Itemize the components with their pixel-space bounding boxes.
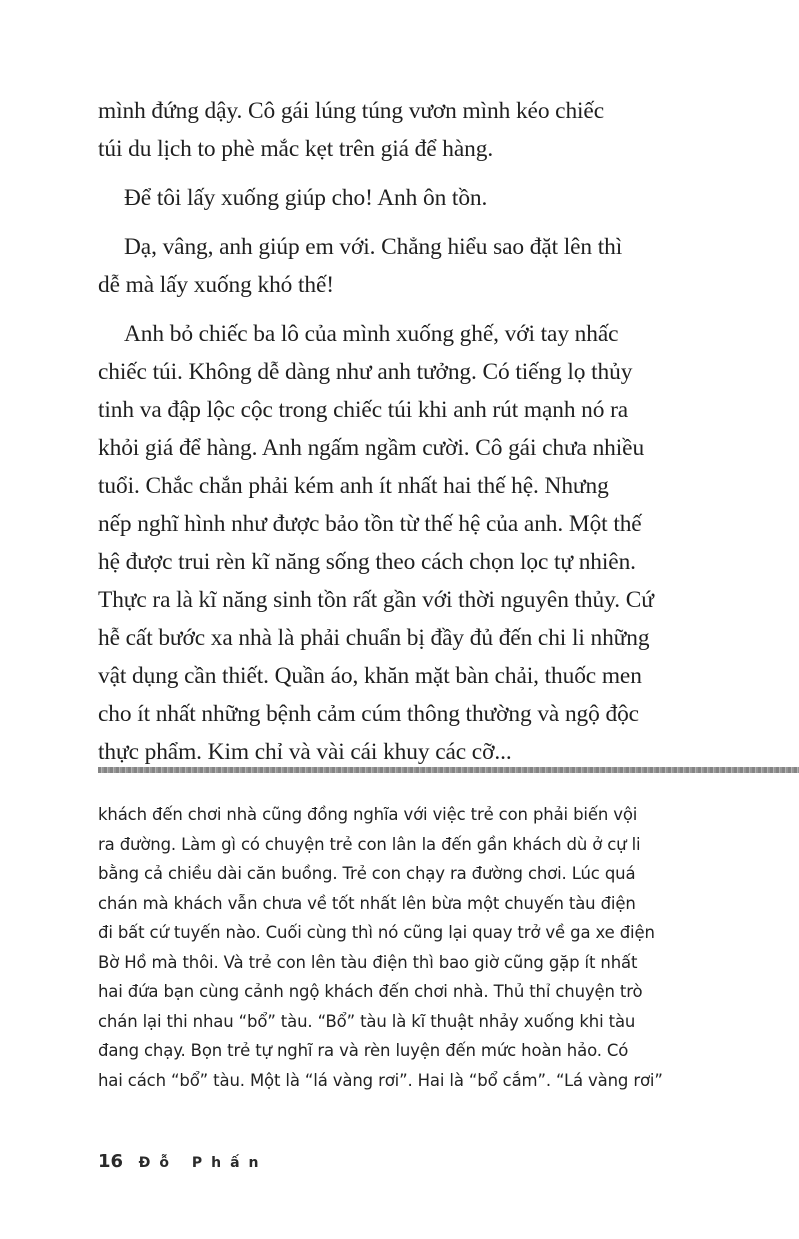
text-line: nếp nghĩ hình như được bảo tồn từ thế hệ của anh. Một thế [98,511,642,537]
footnote-line: hai đứa bạn cùng cảnh ngộ khách đến chơi nhà. Thủ thỉ chuyện trò [98,982,643,1001]
text-line: khỏi giá để hàng. Anh ngấm ngầm cười. Cô gái chưa nhiều [98,435,645,461]
footnote-line: khách đến chơi nhà cũng đồng nghĩa với việc trẻ con phải biến vội [98,805,638,824]
text-line: chiếc túi. Không dễ dàng như anh tưởng. Có tiếng lọ thủy [98,359,633,385]
text-line: cho ít nhất những bệnh cảm cúm thông thường và ngộ độc [98,701,639,727]
footnote-line: chán mà khách vẫn chưa về tốt nhất lên bừa một chuyến tàu điện [98,893,636,913]
author-name: Đỗ Phấn [138,1155,268,1171]
paragraph-2 [98,179,738,217]
text-line: mình đứng dậy. Cô gái lúng túng vươn mình kéo chiếc [98,98,604,124]
text-line: túi du lịch to phè mắc kẹt trên giá để hàng. [98,136,494,162]
footnote-line: bằng cả chiều dài căn buồng. Trẻ con chạy ra đường chơi. Lúc quá [98,864,636,883]
footnote-line: hai cách “bổ” tàu. Một là “lá vàng rơi”. Hai là “bổ cắm”. “Lá vàng rơi” [98,1070,663,1090]
text-line: Thực ra là kĩ năng sinh tồn rất gần với thời nguyên thủy. Cứ [98,587,654,613]
text-line: tinh va đập lộc cộc trong chiếc túi khi anh rút mạnh nó ra [98,397,629,423]
page-footer [98,1151,268,1172]
text-line: hễ cất bước xa nhà là phải chuẩn bị đầy đủ đến chi li những [98,625,650,651]
section-divider [98,767,799,773]
text-line: dễ mà lấy xuống khó thế! [98,272,334,298]
text-line: thực phẩm. Kim chỉ và vài cái khuy các cỡ... [98,739,512,765]
text-line: Dạ, vâng, anh giúp em với. Chẳng hiểu sao đặt lên thì [124,234,623,260]
paragraph-3 [98,228,738,304]
text-line: vật dụng cần thiết. Quần áo, khăn mặt bàn chải, thuốc men [98,663,642,689]
text-line: tuổi. Chắc chắn phải kém anh ít nhất hai thế hệ. Nhưng [98,473,609,499]
text-line: Anh bỏ chiếc ba lô của mình xuống ghế, với tay nhấc [124,321,619,347]
text-line: hệ được trui rèn kĩ năng sống theo cách chọn lọc tự nhiên. [98,549,636,575]
footnote-line: chán lại thi nhau “bổ” tàu. “Bổ” tàu là kĩ thuật nhảy xuống khi tàu [98,1011,636,1031]
paragraph-1 [98,92,738,168]
paragraph-4 [98,315,738,771]
page-number: 16 [98,1151,124,1172]
footnote-text [98,800,718,1095]
footnote-line: Bờ Hồ mà thôi. Và trẻ con lên tàu điện thì bao giờ cũng gặp ít nhất [98,952,638,972]
main-text [98,92,738,782]
footnote-line: ra đường. Làm gì có chuyện trẻ con lân la đến gần khách dù ở cự li [98,834,641,854]
footnote-line: đang chạy. Bọn trẻ tự nghĩ ra và rèn luyện đến mức hoàn hảo. Có [98,1041,629,1060]
footnote-line: đi bất cứ tuyến nào. Cuối cùng thì nó cũng lại quay trở về ga xe điện [98,923,655,942]
text-line: Để tôi lấy xuống giúp cho! Anh ôn tồn. [124,185,488,211]
